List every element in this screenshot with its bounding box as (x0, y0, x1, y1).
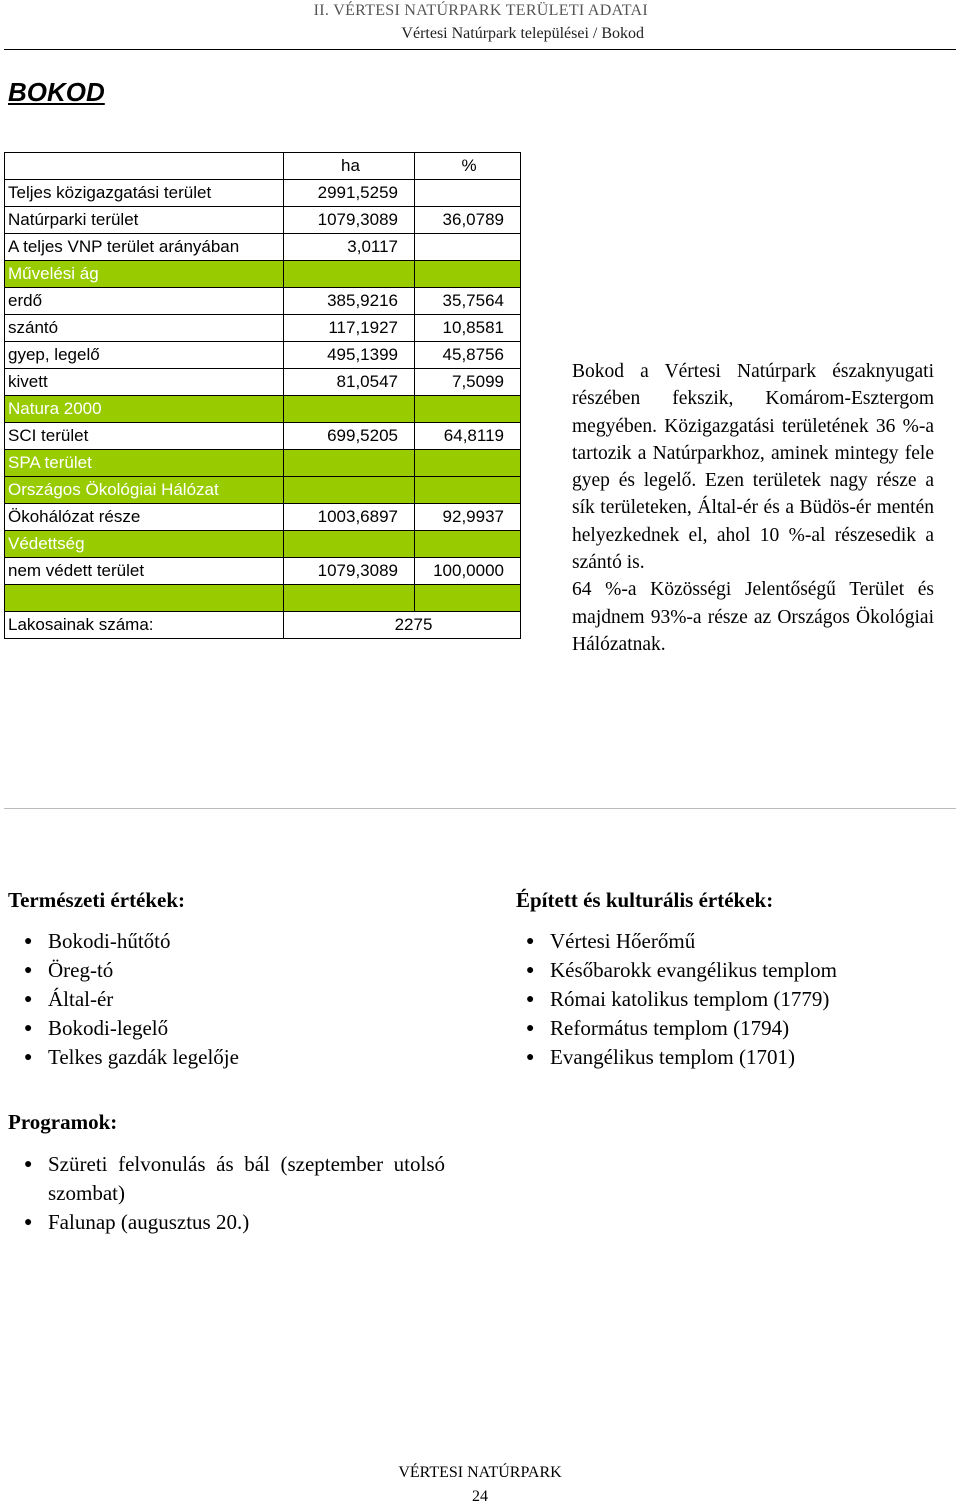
row-label: A teljes VNP terület arányában (5, 234, 284, 261)
built-values-list (510, 927, 950, 1072)
row-ha-value (284, 396, 415, 423)
list-item (510, 927, 950, 956)
row-ha-value: 1003,6897 (284, 504, 415, 531)
page-title: BOKOD (8, 77, 105, 107)
list-item (8, 956, 448, 985)
table-row (5, 504, 521, 531)
row-percent-value (415, 180, 521, 207)
table-row (5, 450, 521, 477)
table-row (5, 315, 521, 342)
row-percent-value: 35,7564 (415, 288, 521, 315)
description-paragraph-2: 64 %-a Közösségi Jelentőségű Terület és majdnem 93%-a része az Országos Ökológiai Hálózatnak. (572, 579, 934, 655)
row-ha-value: 495,1399 (284, 342, 415, 369)
table-row (5, 531, 521, 558)
list-item-text: Bokodi-hűtőtó (48, 929, 171, 953)
population-value: 2275 (284, 611, 521, 638)
bullet-icon: ● (526, 1021, 535, 1036)
list-item-text: Öreg-tó (48, 958, 114, 982)
table-row (5, 396, 521, 423)
row-percent-value (415, 531, 521, 558)
natural-values-list (8, 927, 448, 1072)
row-percent-value (415, 585, 521, 612)
bullet-icon: ● (526, 992, 535, 1007)
natural-values-heading: Természeti értékek: (8, 888, 186, 912)
row-label: Teljes közigazgatási terület (5, 180, 284, 207)
row-percent-value (415, 450, 521, 477)
table-row (5, 585, 521, 612)
table-row (5, 288, 521, 315)
row-percent-value: 45,8756 (415, 342, 521, 369)
row-percent-value: 10,8581 (415, 315, 521, 342)
row-percent-value: 36,0789 (415, 207, 521, 234)
row-ha-value (284, 477, 415, 504)
built-values-heading: Épített és kulturális értékek: (516, 888, 774, 912)
header-ha: ha (284, 153, 415, 180)
list-item (510, 956, 950, 985)
row-percent-value (415, 477, 521, 504)
list-item (8, 1208, 445, 1237)
table-row (5, 234, 521, 261)
list-item-text: Későbarokk evangélikus templom (550, 958, 837, 982)
header-divider (4, 49, 956, 50)
header-percent: % (415, 153, 521, 180)
programs-heading: Programok: (8, 1110, 118, 1134)
list-item-text: Vértesi Hőerőmű (550, 929, 696, 953)
row-ha-value: 3,0117 (284, 234, 415, 261)
bullet-icon: ● (24, 992, 33, 1007)
table-row (5, 180, 521, 207)
list-item (510, 985, 950, 1014)
bullet-icon: ● (24, 1050, 33, 1065)
land-use-table (4, 152, 521, 639)
row-label: erdő (5, 288, 284, 315)
table-row (5, 261, 521, 288)
bullet-icon: ● (526, 963, 535, 978)
description (572, 358, 934, 658)
row-ha-value: 1079,3089 (284, 207, 415, 234)
row-label: SPA terület (5, 450, 284, 477)
row-label: kivett (5, 369, 284, 396)
row-percent-value (415, 234, 521, 261)
list-item (510, 1043, 950, 1072)
row-percent-value (415, 396, 521, 423)
list-item-text: Telkes gazdák legelője (48, 1045, 239, 1069)
row-percent-value: 7,5099 (415, 369, 521, 396)
list-item-text: Által-ér (48, 987, 114, 1011)
table-row (5, 342, 521, 369)
list-item-text: Református templom (1794) (550, 1016, 790, 1040)
row-label: Országos Ökológiai Hálózat (5, 477, 284, 504)
row-label (5, 585, 284, 612)
list-item-text: Bokodi-legelő (48, 1016, 169, 1040)
header-subtitle: Vértesi Natúrpark települései / Bokod (401, 25, 644, 42)
section-divider (4, 808, 956, 809)
row-ha-value: 385,9216 (284, 288, 415, 315)
header-label-cell (5, 153, 284, 180)
table-row (5, 477, 521, 504)
row-percent-value: 92,9937 (415, 504, 521, 531)
bullet-icon: ● (24, 1215, 33, 1230)
list-item (8, 1043, 448, 1072)
row-ha-value: 1079,3089 (284, 558, 415, 585)
description-paragraph-1: Bokod a Vértesi Natúrpark északnyugati részében fekszik, Komárom-Esztergom megyében. Közigazgatási területének 36 %-a tartozik a Natúrparkhoz, aminek mintegy fele gyep és legelő. Ezen területek nagy része a sík területeken, Által-ér és a Büdös-ér mentén helyezkednek el, ahol 10 %-al részesedik a szántó is. (572, 361, 934, 574)
programs-list (8, 1150, 445, 1237)
bullet-icon: ● (24, 963, 33, 978)
row-percent-value (415, 261, 521, 288)
row-label: SCI terület (5, 423, 284, 450)
list-item-text: Római katolikus templom (1779) (550, 987, 830, 1011)
row-label: Ökohálózat része (5, 504, 284, 531)
table-row (5, 423, 521, 450)
list-item-text: Szüreti felvonulás ás bál (szeptember utolsó szombat) (48, 1152, 445, 1205)
list-item (8, 1014, 448, 1043)
table-row (5, 558, 521, 585)
row-label: Művelési ág (5, 261, 284, 288)
footer-org: VÉRTESI NATÚRPARK (398, 1464, 562, 1481)
bullet-icon: ● (526, 1050, 535, 1065)
list-item-text: Falunap (augusztus 20.) (48, 1210, 250, 1234)
row-label: nem védett terület (5, 558, 284, 585)
list-item-text: Evangélikus templom (1701) (550, 1045, 795, 1069)
population-row (5, 611, 521, 638)
list-item (510, 1014, 950, 1043)
row-percent-value: 64,8119 (415, 423, 521, 450)
table-row (5, 207, 521, 234)
list-item (8, 927, 448, 956)
row-ha-value: 117,1927 (284, 315, 415, 342)
row-ha-value: 699,5205 (284, 423, 415, 450)
header-chapter: II. VÉRTESI NATÚRPARK TERÜLETI ADATAI (313, 2, 648, 19)
row-label: gyep, legelő (5, 342, 284, 369)
bullet-icon: ● (24, 1157, 33, 1172)
bullet-icon: ● (526, 934, 535, 949)
list-item (8, 1150, 445, 1208)
row-ha-value: 81,0547 (284, 369, 415, 396)
bullet-icon: ● (24, 934, 33, 949)
page-number: 24 (472, 1488, 488, 1505)
row-label: szántó (5, 315, 284, 342)
table-header-row (5, 153, 521, 180)
row-ha-value (284, 261, 415, 288)
population-label: Lakosainak száma: (5, 611, 284, 638)
table-row (5, 369, 521, 396)
row-label: Védettség (5, 531, 284, 558)
row-ha-value (284, 450, 415, 477)
list-item (8, 985, 448, 1014)
row-label: Natúrparki terület (5, 207, 284, 234)
row-ha-value (284, 585, 415, 612)
row-ha-value: 2991,5259 (284, 180, 415, 207)
row-ha-value (284, 531, 415, 558)
bullet-icon: ● (24, 1021, 33, 1036)
row-label: Natura 2000 (5, 396, 284, 423)
row-percent-value: 100,0000 (415, 558, 521, 585)
